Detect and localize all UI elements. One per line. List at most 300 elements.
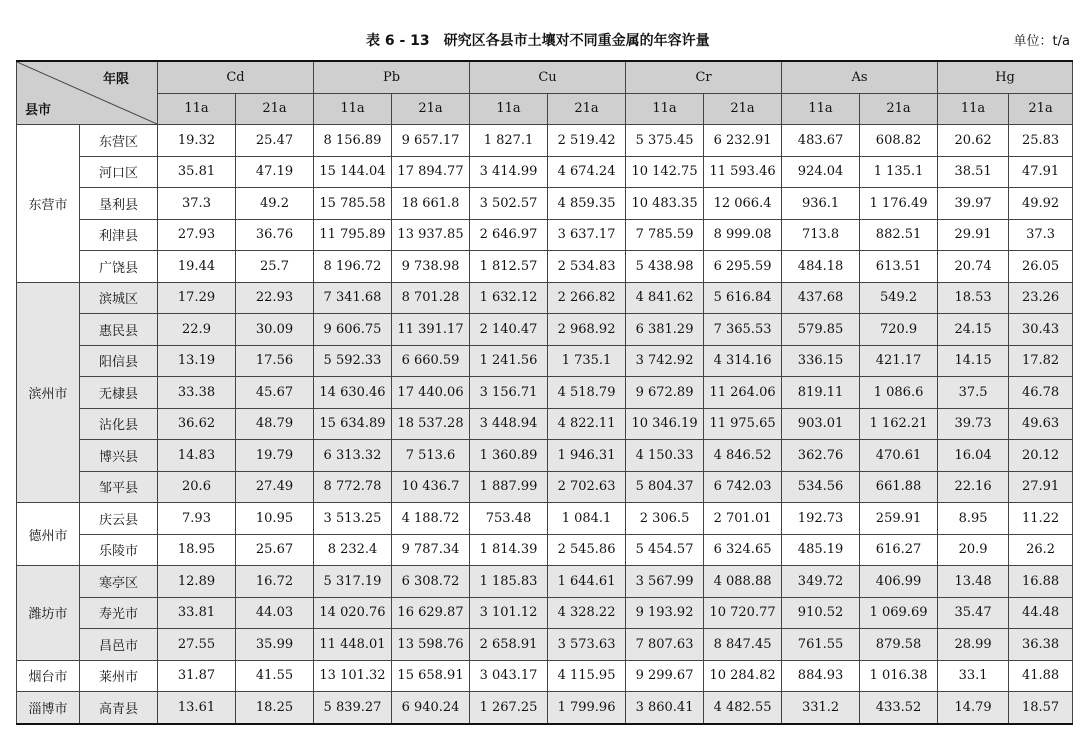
value-cell: 3 637.17 <box>548 219 626 251</box>
value-cell: 13.61 <box>158 692 236 724</box>
value-cell: 8 156.89 <box>314 125 392 157</box>
value-cell: 49.2 <box>236 188 314 220</box>
value-cell: 2 702.63 <box>548 471 626 503</box>
unit-label: 单位：t/a <box>1013 34 1070 49</box>
value-cell: 1 814.39 <box>470 534 548 566</box>
value-cell: 5 438.98 <box>626 251 704 283</box>
period-header: 21a <box>860 93 938 125</box>
city-group <box>17 692 1073 724</box>
table-row <box>17 314 1073 346</box>
value-cell: 6 324.65 <box>704 534 782 566</box>
value-cell: 17.56 <box>236 345 314 377</box>
value-cell: 11 593.46 <box>704 156 782 188</box>
value-cell: 33.81 <box>158 597 236 629</box>
value-cell: 6 940.24 <box>392 692 470 724</box>
value-cell: 2 646.97 <box>470 219 548 251</box>
header-row-metals <box>17 61 1073 93</box>
value-cell: 25.47 <box>236 125 314 157</box>
period-header: 21a <box>548 93 626 125</box>
value-cell: 4 088.88 <box>704 566 782 598</box>
period-header: 11a <box>470 93 548 125</box>
value-cell: 38.51 <box>938 156 1009 188</box>
value-cell: 20.12 <box>1009 440 1073 472</box>
table-row <box>17 660 1073 692</box>
value-cell: 3 448.94 <box>470 408 548 440</box>
table-row <box>17 125 1073 157</box>
heavy-metal-table <box>16 60 1073 725</box>
metal-header: Cd <box>158 61 314 93</box>
value-cell: 5 839.27 <box>314 692 392 724</box>
value-cell: 39.73 <box>938 408 1009 440</box>
value-cell: 33.1 <box>938 660 1009 692</box>
value-cell: 14 630.46 <box>314 377 392 409</box>
value-cell: 549.2 <box>860 282 938 314</box>
value-cell: 10 284.82 <box>704 660 782 692</box>
value-cell: 24.15 <box>938 314 1009 346</box>
value-cell: 1 084.1 <box>548 503 626 535</box>
value-cell: 608.82 <box>860 125 938 157</box>
value-cell: 421.17 <box>860 345 938 377</box>
value-cell: 9 787.34 <box>392 534 470 566</box>
value-cell: 14.79 <box>938 692 1009 724</box>
period-header: 21a <box>392 93 470 125</box>
value-cell: 1 267.25 <box>470 692 548 724</box>
value-cell: 16.04 <box>938 440 1009 472</box>
table-row <box>17 188 1073 220</box>
value-cell: 29.91 <box>938 219 1009 251</box>
value-cell: 11 795.89 <box>314 219 392 251</box>
city-group <box>17 282 1073 503</box>
value-cell: 7.93 <box>158 503 236 535</box>
value-cell: 2 140.47 <box>470 314 548 346</box>
value-cell: 10 720.77 <box>704 597 782 629</box>
value-cell: 2 658.91 <box>470 629 548 661</box>
value-cell: 534.56 <box>782 471 860 503</box>
county-cell: 河口区 <box>80 156 158 188</box>
value-cell: 1 644.61 <box>548 566 626 598</box>
city-cell: 东营市 <box>17 125 80 283</box>
value-cell: 37.3 <box>1009 219 1073 251</box>
value-cell: 613.51 <box>860 251 938 283</box>
value-cell: 44.48 <box>1009 597 1073 629</box>
value-cell: 19.44 <box>158 251 236 283</box>
value-cell: 903.01 <box>782 408 860 440</box>
value-cell: 16.72 <box>236 566 314 598</box>
value-cell: 470.61 <box>860 440 938 472</box>
value-cell: 13.48 <box>938 566 1009 598</box>
table-row <box>17 377 1073 409</box>
value-cell: 1 241.56 <box>470 345 548 377</box>
value-cell: 433.52 <box>860 692 938 724</box>
value-cell: 1 827.1 <box>470 125 548 157</box>
value-cell: 4 518.79 <box>548 377 626 409</box>
value-cell: 17.29 <box>158 282 236 314</box>
value-cell: 1 086.6 <box>860 377 938 409</box>
value-cell: 31.87 <box>158 660 236 692</box>
table-row <box>17 503 1073 535</box>
value-cell: 336.15 <box>782 345 860 377</box>
value-cell: 35.81 <box>158 156 236 188</box>
table-row <box>17 471 1073 503</box>
value-cell: 2 519.42 <box>548 125 626 157</box>
value-cell: 41.55 <box>236 660 314 692</box>
value-cell: 4 674.24 <box>548 156 626 188</box>
value-cell: 4 482.55 <box>704 692 782 724</box>
city-group <box>17 503 1073 566</box>
city-group <box>17 566 1073 661</box>
table-row <box>17 692 1073 724</box>
value-cell: 2 968.92 <box>548 314 626 346</box>
value-cell: 36.38 <box>1009 629 1073 661</box>
county-cell: 东营区 <box>80 125 158 157</box>
value-cell: 4 841.62 <box>626 282 704 314</box>
value-cell: 13 598.76 <box>392 629 470 661</box>
county-cell: 寿光市 <box>80 597 158 629</box>
value-cell: 18.57 <box>1009 692 1073 724</box>
value-cell: 192.73 <box>782 503 860 535</box>
county-cell: 利津县 <box>80 219 158 251</box>
city-cell: 潍坊市 <box>17 566 80 661</box>
value-cell: 484.18 <box>782 251 860 283</box>
value-cell: 3 567.99 <box>626 566 704 598</box>
value-cell: 879.58 <box>860 629 938 661</box>
value-cell: 1 946.31 <box>548 440 626 472</box>
corner-city-label: 县市 <box>25 103 52 118</box>
table-row <box>17 597 1073 629</box>
value-cell: 15 785.58 <box>314 188 392 220</box>
value-cell: 579.85 <box>782 314 860 346</box>
value-cell: 11 264.06 <box>704 377 782 409</box>
metal-header: Pb <box>314 61 470 93</box>
value-cell: 49.92 <box>1009 188 1073 220</box>
value-cell: 9 299.67 <box>626 660 704 692</box>
period-header: 21a <box>236 93 314 125</box>
value-cell: 3 502.57 <box>470 188 548 220</box>
value-cell: 4 314.16 <box>704 345 782 377</box>
value-cell: 882.51 <box>860 219 938 251</box>
value-cell: 8 772.78 <box>314 471 392 503</box>
value-cell: 26.05 <box>1009 251 1073 283</box>
value-cell: 1 135.1 <box>860 156 938 188</box>
value-cell: 3 043.17 <box>470 660 548 692</box>
metal-header: Cr <box>626 61 782 93</box>
value-cell: 22.9 <box>158 314 236 346</box>
value-cell: 4 859.35 <box>548 188 626 220</box>
value-cell: 25.83 <box>1009 125 1073 157</box>
value-cell: 17.82 <box>1009 345 1073 377</box>
value-cell: 437.68 <box>782 282 860 314</box>
value-cell: 1 185.83 <box>470 566 548 598</box>
value-cell: 17 440.06 <box>392 377 470 409</box>
value-cell: 6 295.59 <box>704 251 782 283</box>
value-cell: 6 232.91 <box>704 125 782 157</box>
period-header: 11a <box>314 93 392 125</box>
value-cell: 6 313.32 <box>314 440 392 472</box>
value-cell: 11.22 <box>1009 503 1073 535</box>
county-cell: 邹平县 <box>80 471 158 503</box>
value-cell: 26.2 <box>1009 534 1073 566</box>
value-cell: 33.38 <box>158 377 236 409</box>
value-cell: 9 672.89 <box>626 377 704 409</box>
value-cell: 2 534.83 <box>548 251 626 283</box>
county-cell: 昌邑市 <box>80 629 158 661</box>
value-cell: 37.3 <box>158 188 236 220</box>
county-cell: 乐陵市 <box>80 534 158 566</box>
value-cell: 362.76 <box>782 440 860 472</box>
value-cell: 47.19 <box>236 156 314 188</box>
value-cell: 35.47 <box>938 597 1009 629</box>
value-cell: 28.99 <box>938 629 1009 661</box>
value-cell: 8 847.45 <box>704 629 782 661</box>
value-cell: 5 317.19 <box>314 566 392 598</box>
value-cell: 7 365.53 <box>704 314 782 346</box>
value-cell: 18.25 <box>236 692 314 724</box>
value-cell: 483.67 <box>782 125 860 157</box>
value-cell: 48.79 <box>236 408 314 440</box>
value-cell: 36.62 <box>158 408 236 440</box>
value-cell: 7 341.68 <box>314 282 392 314</box>
value-cell: 20.9 <box>938 534 1009 566</box>
city-group <box>17 125 1073 283</box>
value-cell: 27.91 <box>1009 471 1073 503</box>
header-row-periods <box>17 93 1073 125</box>
value-cell: 924.04 <box>782 156 860 188</box>
value-cell: 11 448.01 <box>314 629 392 661</box>
corner-header <box>17 61 158 125</box>
county-cell: 无棣县 <box>80 377 158 409</box>
value-cell: 46.78 <box>1009 377 1073 409</box>
value-cell: 36.76 <box>236 219 314 251</box>
value-cell: 349.72 <box>782 566 860 598</box>
value-cell: 761.55 <box>782 629 860 661</box>
value-cell: 1 887.99 <box>470 471 548 503</box>
value-cell: 485.19 <box>782 534 860 566</box>
value-cell: 10 346.19 <box>626 408 704 440</box>
value-cell: 5 592.33 <box>314 345 392 377</box>
value-cell: 5 804.37 <box>626 471 704 503</box>
value-cell: 1 016.38 <box>860 660 938 692</box>
period-header: 11a <box>158 93 236 125</box>
value-cell: 13 937.85 <box>392 219 470 251</box>
table-row <box>17 440 1073 472</box>
value-cell: 5 375.45 <box>626 125 704 157</box>
value-cell: 1 162.21 <box>860 408 938 440</box>
value-cell: 5 616.84 <box>704 282 782 314</box>
value-cell: 20.62 <box>938 125 1009 157</box>
value-cell: 3 156.71 <box>470 377 548 409</box>
value-cell: 13.19 <box>158 345 236 377</box>
city-group <box>17 660 1073 692</box>
value-cell: 1 799.96 <box>548 692 626 724</box>
value-cell: 2 701.01 <box>704 503 782 535</box>
value-cell: 2 266.82 <box>548 282 626 314</box>
value-cell: 406.99 <box>860 566 938 598</box>
table-row <box>17 534 1073 566</box>
value-cell: 30.09 <box>236 314 314 346</box>
period-header: 21a <box>704 93 782 125</box>
county-cell: 阳信县 <box>80 345 158 377</box>
value-cell: 331.2 <box>782 692 860 724</box>
value-cell: 9 193.92 <box>626 597 704 629</box>
value-cell: 27.93 <box>158 219 236 251</box>
value-cell: 18.95 <box>158 534 236 566</box>
value-cell: 4 846.52 <box>704 440 782 472</box>
value-cell: 6 660.59 <box>392 345 470 377</box>
value-cell: 18.53 <box>938 282 1009 314</box>
value-cell: 27.55 <box>158 629 236 661</box>
value-cell: 35.99 <box>236 629 314 661</box>
county-cell: 垦利县 <box>80 188 158 220</box>
city-cell: 淄博市 <box>17 692 80 724</box>
county-cell: 沾化县 <box>80 408 158 440</box>
value-cell: 9 606.75 <box>314 314 392 346</box>
value-cell: 1 360.89 <box>470 440 548 472</box>
value-cell: 27.49 <box>236 471 314 503</box>
value-cell: 19.32 <box>158 125 236 157</box>
value-cell: 9 738.98 <box>392 251 470 283</box>
table-row <box>17 566 1073 598</box>
value-cell: 3 513.25 <box>314 503 392 535</box>
value-cell: 259.91 <box>860 503 938 535</box>
value-cell: 15 658.91 <box>392 660 470 692</box>
value-cell: 14.15 <box>938 345 1009 377</box>
period-header: 11a <box>938 93 1009 125</box>
corner-year-label: 年限 <box>102 72 129 87</box>
table-row <box>17 408 1073 440</box>
county-cell: 滨城区 <box>80 282 158 314</box>
period-header: 21a <box>1009 93 1073 125</box>
value-cell: 20.6 <box>158 471 236 503</box>
value-cell: 12.89 <box>158 566 236 598</box>
value-cell: 3 860.41 <box>626 692 704 724</box>
value-cell: 3 101.12 <box>470 597 548 629</box>
value-cell: 7 785.59 <box>626 219 704 251</box>
value-cell: 15 144.04 <box>314 156 392 188</box>
value-cell: 8 701.28 <box>392 282 470 314</box>
table-title: 表 6 - 13 研究区各县市土壤对不同重金属的年容许量 <box>366 33 710 49</box>
value-cell: 4 115.95 <box>548 660 626 692</box>
value-cell: 9 657.17 <box>392 125 470 157</box>
value-cell: 41.88 <box>1009 660 1073 692</box>
value-cell: 7 807.63 <box>626 629 704 661</box>
value-cell: 25.67 <box>236 534 314 566</box>
value-cell: 6 742.03 <box>704 471 782 503</box>
value-cell: 45.67 <box>236 377 314 409</box>
period-header: 11a <box>782 93 860 125</box>
value-cell: 2 306.5 <box>626 503 704 535</box>
value-cell: 3 742.92 <box>626 345 704 377</box>
value-cell: 713.8 <box>782 219 860 251</box>
value-cell: 47.91 <box>1009 156 1073 188</box>
value-cell: 10 483.35 <box>626 188 704 220</box>
city-cell: 烟台市 <box>17 660 80 692</box>
value-cell: 661.88 <box>860 471 938 503</box>
value-cell: 8 232.4 <box>314 534 392 566</box>
value-cell: 14.83 <box>158 440 236 472</box>
value-cell: 884.93 <box>782 660 860 692</box>
value-cell: 1 632.12 <box>470 282 548 314</box>
value-cell: 13 101.32 <box>314 660 392 692</box>
metal-header: Cu <box>470 61 626 93</box>
value-cell: 16 629.87 <box>392 597 470 629</box>
value-cell: 8.95 <box>938 503 1009 535</box>
value-cell: 4 150.33 <box>626 440 704 472</box>
value-cell: 936.1 <box>782 188 860 220</box>
table-row <box>17 345 1073 377</box>
value-cell: 1 176.49 <box>860 188 938 220</box>
value-cell: 6 381.29 <box>626 314 704 346</box>
value-cell: 2 545.86 <box>548 534 626 566</box>
county-cell: 高青县 <box>80 692 158 724</box>
value-cell: 18 661.8 <box>392 188 470 220</box>
table-row <box>17 282 1073 314</box>
county-cell: 惠民县 <box>80 314 158 346</box>
value-cell: 753.48 <box>470 503 548 535</box>
value-cell: 720.9 <box>860 314 938 346</box>
value-cell: 5 454.57 <box>626 534 704 566</box>
table-row <box>17 156 1073 188</box>
value-cell: 12 066.4 <box>704 188 782 220</box>
value-cell: 8 196.72 <box>314 251 392 283</box>
county-cell: 莱州市 <box>80 660 158 692</box>
value-cell: 819.11 <box>782 377 860 409</box>
value-cell: 22.16 <box>938 471 1009 503</box>
city-cell: 德州市 <box>17 503 80 566</box>
county-cell: 广饶县 <box>80 251 158 283</box>
value-cell: 23.26 <box>1009 282 1073 314</box>
value-cell: 11 975.65 <box>704 408 782 440</box>
value-cell: 20.74 <box>938 251 1009 283</box>
value-cell: 19.79 <box>236 440 314 472</box>
value-cell: 1 812.57 <box>470 251 548 283</box>
value-cell: 14 020.76 <box>314 597 392 629</box>
value-cell: 4 822.11 <box>548 408 626 440</box>
value-cell: 17 894.77 <box>392 156 470 188</box>
value-cell: 4 328.22 <box>548 597 626 629</box>
value-cell: 8 999.08 <box>704 219 782 251</box>
table-row <box>17 629 1073 661</box>
value-cell: 25.7 <box>236 251 314 283</box>
value-cell: 39.97 <box>938 188 1009 220</box>
value-cell: 10.95 <box>236 503 314 535</box>
value-cell: 1 735.1 <box>548 345 626 377</box>
value-cell: 3 573.63 <box>548 629 626 661</box>
value-cell: 49.63 <box>1009 408 1073 440</box>
value-cell: 910.52 <box>782 597 860 629</box>
period-header: 11a <box>626 93 704 125</box>
value-cell: 10 142.75 <box>626 156 704 188</box>
table-row <box>17 219 1073 251</box>
value-cell: 16.88 <box>1009 566 1073 598</box>
value-cell: 30.43 <box>1009 314 1073 346</box>
value-cell: 15 634.89 <box>314 408 392 440</box>
value-cell: 4 188.72 <box>392 503 470 535</box>
metal-header: Hg <box>938 61 1073 93</box>
table-row <box>17 251 1073 283</box>
table-caption <box>0 30 1086 52</box>
value-cell: 37.5 <box>938 377 1009 409</box>
value-cell: 7 513.6 <box>392 440 470 472</box>
value-cell: 6 308.72 <box>392 566 470 598</box>
county-cell: 寒亭区 <box>80 566 158 598</box>
value-cell: 22.93 <box>236 282 314 314</box>
value-cell: 11 391.17 <box>392 314 470 346</box>
value-cell: 1 069.69 <box>860 597 938 629</box>
value-cell: 616.27 <box>860 534 938 566</box>
value-cell: 18 537.28 <box>392 408 470 440</box>
county-cell: 庆云县 <box>80 503 158 535</box>
county-cell: 博兴县 <box>80 440 158 472</box>
